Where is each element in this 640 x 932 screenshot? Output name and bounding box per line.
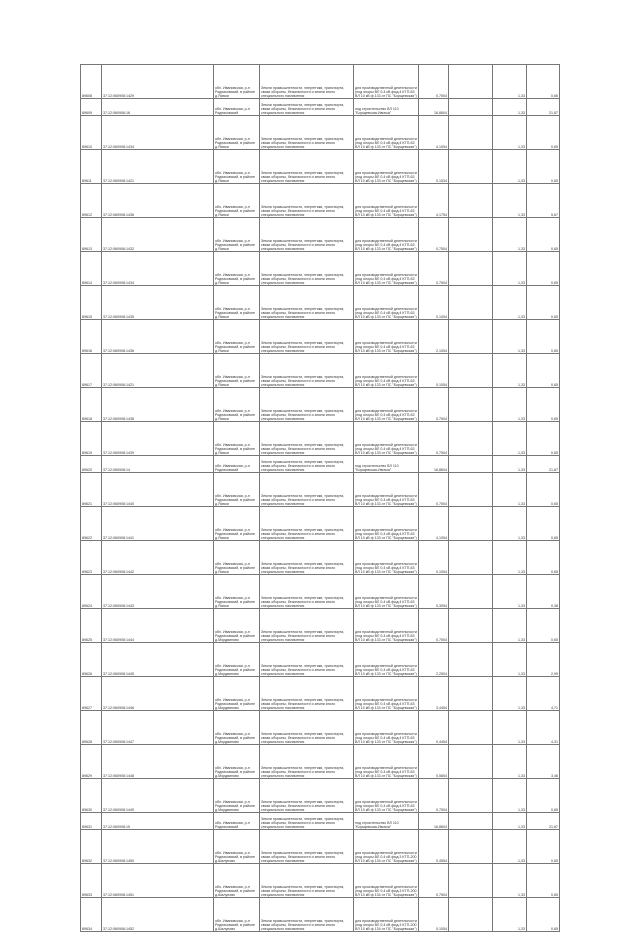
cadastral-number-cell: 37:12:060908:1421	[102, 150, 214, 184]
table-row	[81, 99, 560, 116]
land-category-cell: Земли промышленности, энергетики, транспорта, связи обороны, безопасности и земли иного специального назначения	[260, 320, 354, 354]
rate-cell: 1,33	[493, 677, 527, 711]
area-cell: 0,4554	[419, 830, 449, 864]
address-cell: обл. Ивановская, р-н Родниковский, в районе д.Шалуново	[214, 898, 260, 932]
rate-cell: 1,33	[493, 150, 527, 184]
cadastral-number-cell: 37:12:060908:1435	[102, 286, 214, 320]
address-cell: обл. Ивановская, р-н Родниковский, в районе д.Ясюки	[214, 65, 260, 99]
rate-cell: 1,33	[493, 830, 527, 864]
empty-cell	[449, 864, 493, 898]
cadastral-number-cell: 37:12:060908:1449	[102, 779, 214, 813]
land-category-cell: Земли промышленности, энергетики, транспорта, связи обороны, безопасности и земли иного специального назначения	[260, 677, 354, 711]
area-cell: 0,7504	[419, 218, 449, 252]
permitted-use-cell: для производственной деятельности (под опоры ВЛ 0,4 кВ фид.4 КТП-63 ВЛ 10 кВ ф 133 от ПС "Борщевская")	[354, 609, 419, 643]
address-cell: обл. Ивановская, р-н Родниковский, в районе д.Ясюки	[214, 388, 260, 422]
rate-cell: 1,33	[493, 575, 527, 609]
rate-cell: 1,33	[493, 473, 527, 507]
land-category-cell: Земли промышленности, энергетики, транспорта, связи обороны, безопасности и земли иного специального назначения	[260, 745, 354, 779]
area-cell: 4,1754	[419, 184, 449, 218]
cadastral-number-cell: 37:12:060908:1451	[102, 864, 214, 898]
address-cell: обл. Ивановская, р-н Родниковский, в районе д.Мордвиново	[214, 643, 260, 677]
cost-cell: 0,65	[527, 541, 560, 575]
table-row	[81, 541, 560, 575]
cost-cell: 21,87	[527, 99, 560, 116]
cadastral-number-cell: 37:12:060908:1443	[102, 575, 214, 609]
row-id-cell: 89609	[81, 99, 102, 116]
cost-cell: 21,87	[527, 813, 560, 830]
row-id-cell: 89630	[81, 779, 102, 813]
rate-cell: 1,33	[493, 218, 527, 252]
area-cell: 16,8604	[419, 813, 449, 830]
rate-cell: 1,33	[493, 609, 527, 643]
rate-cell: 1,33	[493, 354, 527, 388]
rate-cell: 1,33	[493, 745, 527, 779]
address-cell: обл. Ивановская, р-н Родниковский, в районе д.Мордвиново	[214, 711, 260, 745]
land-category-cell: Земли промышленности, энергетики, транспорта, связи обороны, безопасности и земли иного специального назначения	[260, 184, 354, 218]
address-cell: обл. Ивановская, р-н Родниковский	[214, 456, 260, 473]
rate-cell: 1,33	[493, 456, 527, 473]
row-id-cell: 89608	[81, 65, 102, 99]
row-id-cell: 89621	[81, 473, 102, 507]
cost-cell: 0,65	[527, 779, 560, 813]
address-cell: обл. Ивановская, р-н Родниковский	[214, 813, 260, 830]
row-id-cell: 89615	[81, 286, 102, 320]
address-cell: обл. Ивановская, р-н Родниковский, в районе д.Ясюки	[214, 473, 260, 507]
area-cell: 0,7504	[419, 609, 449, 643]
table-row	[81, 65, 560, 99]
permitted-use-cell: для производственной деятельности (под опоры ВЛ 0,4 кВ фид.3 КТП-200 ВЛ 10 кВ ф 134 от ПС "Борщевская")	[354, 864, 419, 898]
address-cell: обл. Ивановская, р-н Родниковский, в районе д.Ясюки	[214, 320, 260, 354]
cadastral-number-cell: 37:12:060908:1448	[102, 745, 214, 779]
empty-cell	[449, 711, 493, 745]
area-cell: 0,7504	[419, 864, 449, 898]
empty-cell	[449, 150, 493, 184]
empty-cell	[449, 422, 493, 456]
land-category-cell: Земли промышленности, энергетики, транспорта, связи обороны, безопасности и земли иного специального назначения	[260, 422, 354, 456]
permitted-use-cell: для производственной деятельности (под опоры ВЛ 0,4 кВ фид.4 КТП-63 ВЛ 10 кВ ф 133 от ПС "Борщевская")	[354, 218, 419, 252]
table-row	[81, 575, 560, 609]
cadastral-number-cell: 37:12:060908:1439	[102, 422, 214, 456]
address-cell: обл. Ивановская, р-н Родниковский, в районе д.Мордвиново	[214, 677, 260, 711]
cost-cell: 3,46	[527, 745, 560, 779]
rate-cell: 1,33	[493, 286, 527, 320]
cost-cell: 0,65	[527, 218, 560, 252]
row-id-cell: 89612	[81, 184, 102, 218]
cadastral-number-cell: 37:12:060908:1438	[102, 184, 214, 218]
rate-cell: 1,33	[493, 116, 527, 150]
cadastral-number-cell: 37:12:060908:1445	[102, 643, 214, 677]
table-row	[81, 184, 560, 218]
table-row	[81, 252, 560, 286]
area-cell: 0,1054	[419, 898, 449, 932]
empty-cell	[449, 388, 493, 422]
address-cell: обл. Ивановская, р-н Родниковский, в районе д.Ясюки	[214, 218, 260, 252]
row-id-cell: 89626	[81, 643, 102, 677]
area-cell: 3,4454	[419, 677, 449, 711]
cadastral-number-cell: 37:12:060908:1432	[102, 218, 214, 252]
row-id-cell: 89623	[81, 541, 102, 575]
table-row	[81, 643, 560, 677]
area-cell: 0,4454	[419, 711, 449, 745]
table-row	[81, 507, 560, 541]
address-cell: обл. Ивановская, р-н Родниковский, в районе д.Ясюки	[214, 354, 260, 388]
row-id-cell: 89620	[81, 456, 102, 473]
table-row	[81, 830, 560, 864]
permitted-use-cell: для производственной деятельности (под опоры ВЛ 0,4 кВ фид.4 КТП-63 ВЛ 10 кВ ф 133 от ПС "Борщевская")	[354, 541, 419, 575]
cost-cell: 0,65	[527, 150, 560, 184]
permitted-use-cell: для производственной деятельности (под опоры ВЛ 0,4 кВ фид.4 КТП-63 ВЛ 10 кВ ф 133 от ПС "Борщевская")	[354, 286, 419, 320]
land-category-cell: Земли промышленности, энергетики, транспорта, связи обороны, безопасности и земли иного специального назначения	[260, 864, 354, 898]
row-id-cell: 89617	[81, 354, 102, 388]
cadastral-number-cell: 37:12:060908:1441	[102, 507, 214, 541]
area-cell: 2,1054	[419, 320, 449, 354]
area-cell: 16,8604	[419, 456, 449, 473]
area-cell: 0,7504	[419, 388, 449, 422]
area-cell: 4,1054	[419, 116, 449, 150]
empty-cell	[449, 507, 493, 541]
land-category-cell: Земли промышленности, энергетики, транспорта, связи обороны, безопасности и земли иного специального назначения	[260, 456, 354, 473]
table-row	[81, 116, 560, 150]
permitted-use-cell: для производственной деятельности (под опоры ВЛ 0,4 кВ фид.4 КТП-63 ВЛ 10 кВ ф 133 от ПС "Борщевская")	[354, 65, 419, 99]
rate-cell: 1,33	[493, 507, 527, 541]
table-row	[81, 677, 560, 711]
cost-cell: 0,65	[527, 354, 560, 388]
cadastral-number-cell: 37:12:060908:1444	[102, 609, 214, 643]
rate-cell: 1,33	[493, 864, 527, 898]
empty-cell	[449, 184, 493, 218]
cost-cell: 5,67	[527, 184, 560, 218]
rate-cell: 1,33	[493, 711, 527, 745]
empty-cell	[449, 609, 493, 643]
cadastral-number-cell: 37:12:060908:1452	[102, 898, 214, 932]
address-cell: обл. Ивановская, р-н Родниковский, в районе д.Мордвиново	[214, 745, 260, 779]
rate-cell: 1,33	[493, 65, 527, 99]
empty-cell	[449, 218, 493, 252]
area-cell: 4,1054	[419, 507, 449, 541]
row-id-cell: 89625	[81, 609, 102, 643]
address-cell: обл. Ивановская, р-н Родниковский, в районе д.Ясюки	[214, 286, 260, 320]
permitted-use-cell: для производственной деятельности (под опоры ВЛ 0,4 кВ фид.4 КТП-63 ВЛ 10 кВ ф 133 от ПС "Борщевская")	[354, 473, 419, 507]
area-cell: 0,3054	[419, 575, 449, 609]
table-row	[81, 320, 560, 354]
cadastral-number-cell: 37:12:060908:1440	[102, 473, 214, 507]
rate-cell: 1,33	[493, 422, 527, 456]
permitted-use-cell: для производственной деятельности (под опоры ВЛ 0,4 кВ фид.3 КТП-200 ВЛ 10 кВ ф 134 от ПС "Борщевская")	[354, 898, 419, 932]
permitted-use-cell: для производственной деятельности (под опоры ВЛ 0,4 кВ фид.4 КТП-63 ВЛ 10 кВ ф 133 от ПС "Борщевская")	[354, 388, 419, 422]
permitted-use-cell: для производственной деятельности (под опоры ВЛ 0,4 кВ фид.4 КТП-63 ВЛ 10 кВ ф 133 от ПС "Борщевская")	[354, 575, 419, 609]
area-cell: 0,7504	[419, 252, 449, 286]
land-category-cell: Земли промышленности, энергетики, транспорта, связи обороны, безопасности и земли иного специального назначения	[260, 65, 354, 99]
table-row	[81, 898, 560, 932]
table-row	[81, 422, 560, 456]
cadastral-number-cell: 37:12:060908:16	[102, 99, 214, 116]
permitted-use-cell: для производственной деятельности (под опоры ВЛ 0,4 кВ фид.4 КТП-63 ВЛ 10 кВ ф 133 от ПС "Борщевская")	[354, 643, 419, 677]
table-row	[81, 745, 560, 779]
empty-cell	[449, 65, 493, 99]
area-cell: 0,7504	[419, 65, 449, 99]
rate-cell: 1,33	[493, 184, 527, 218]
permitted-use-cell: для производственной деятельности (под опоры ВЛ 0,4 кВ фид.3 КТП-200 ВЛ 10 кВ ф 134 от ПС "Борщевская")	[354, 830, 419, 864]
permitted-use-cell: под строительство ВЛ 110 "Борщевская-Ивочка"	[354, 99, 419, 116]
address-cell: обл. Ивановская, р-н Родниковский, в районе д.Ясюки	[214, 575, 260, 609]
empty-cell	[449, 745, 493, 779]
land-category-cell: Земли промышленности, энергетики, транспорта, связи обороны, безопасности и земли иного специального назначения	[260, 388, 354, 422]
area-cell: 0,7504	[419, 422, 449, 456]
land-category-cell: Земли промышленности, энергетики, транспорта, связи обороны, безопасности и земли иного специального назначения	[260, 609, 354, 643]
empty-cell	[449, 677, 493, 711]
empty-cell	[449, 643, 493, 677]
table-row	[81, 150, 560, 184]
land-category-cell: Земли промышленности, энергетики, транспорта, связи обороны, безопасности и земли иного специального назначения	[260, 218, 354, 252]
table-row	[81, 473, 560, 507]
row-id-cell: 89619	[81, 422, 102, 456]
rate-cell: 1,33	[493, 320, 527, 354]
permitted-use-cell: для производственной деятельности (под опоры ВЛ 0,4 кВ фид.4 КТП-63 ВЛ 10 кВ ф 133 от ПС "Борщевская")	[354, 779, 419, 813]
area-cell: 0,1054	[419, 354, 449, 388]
address-cell: обл. Ивановская, р-н Родниковский, в районе д.Ясюки	[214, 422, 260, 456]
address-cell: обл. Ивановская, р-н Родниковский, в районе д.Шалуново	[214, 830, 260, 864]
table-row	[81, 779, 560, 813]
cadastral-number-cell: 37:12:060908:1438	[102, 388, 214, 422]
row-id-cell: 89631	[81, 813, 102, 830]
permitted-use-cell: для производственной деятельности (под опоры ВЛ 0,4 кВ фид.4 КТП-63 ВЛ 10 кВ ф 133 от ПС "Борщевская")	[354, 150, 419, 184]
row-id-cell: 89634	[81, 898, 102, 932]
table-row	[81, 388, 560, 422]
permitted-use-cell: для производственной деятельности (под опоры ВЛ 0,4 кВ фид.4 КТП-63 ВЛ 10 кВ ф 133 от ПС "Борщевская")	[354, 677, 419, 711]
area-cell: 0,7504	[419, 473, 449, 507]
permitted-use-cell: для производственной деятельности (под опоры ВЛ 0,4 кВ фид.4 КТП-63 ВЛ 10 кВ ф 133 от ПС "Борщевская")	[354, 354, 419, 388]
address-cell: обл. Ивановская, р-н Родниковский, в районе д.Шалуново	[214, 864, 260, 898]
row-id-cell: 89618	[81, 388, 102, 422]
row-id-cell: 89632	[81, 830, 102, 864]
row-id-cell: 89628	[81, 711, 102, 745]
land-category-cell: Земли промышленности, энергетики, транспорта, связи обороны, безопасности и земли иного специального назначения	[260, 575, 354, 609]
table-row	[81, 609, 560, 643]
rate-cell: 1,33	[493, 541, 527, 575]
land-category-cell: Земли промышленности, энергетики, транспорта, связи обороны, безопасности и земли иного специального назначения	[260, 507, 354, 541]
cost-cell: 0,38	[527, 575, 560, 609]
cadastral-number-cell: 37:12:060908:1421	[102, 354, 214, 388]
cadastral-number-cell: 37:12:060908:1450	[102, 830, 214, 864]
table-row	[81, 456, 560, 473]
table-row	[81, 218, 560, 252]
cost-cell: 2,99	[527, 643, 560, 677]
land-category-cell: Земли промышленности, энергетики, транспорта, связи обороны, безопасности и земли иного специального назначения	[260, 473, 354, 507]
rate-cell: 1,33	[493, 388, 527, 422]
empty-cell	[449, 575, 493, 609]
permitted-use-cell: для производственной деятельности (под опоры ВЛ 0,4 кВ фид.4 КТП-63 ВЛ 10 кВ ф 133 от ПС "Борщевская")	[354, 711, 419, 745]
table-row	[81, 813, 560, 830]
land-category-cell: Земли промышленности, энергетики, транспорта, связи обороны, безопасности и земли иного специального назначения	[260, 898, 354, 932]
empty-cell	[449, 286, 493, 320]
row-id-cell: 89633	[81, 864, 102, 898]
land-category-cell: Земли промышленности, энергетики, транспорта, связи обороны, безопасности и земли иного специального назначения	[260, 150, 354, 184]
empty-cell	[449, 116, 493, 150]
row-id-cell: 89624	[81, 575, 102, 609]
address-cell: обл. Ивановская, р-н Родниковский, в районе д.Ясюки	[214, 507, 260, 541]
permitted-use-cell: для производственной деятельности (под опоры ВЛ 0,4 кВ фид.4 КТП-63 ВЛ 10 кВ ф 133 от ПС "Борщевская")	[354, 116, 419, 150]
row-id-cell: 89611	[81, 150, 102, 184]
area-cell: 0,1534	[419, 150, 449, 184]
cost-cell: 0,65	[527, 320, 560, 354]
area-cell: 2,2504	[419, 643, 449, 677]
cost-cell: 0,65	[527, 116, 560, 150]
cadastral-number-cell: 37:12:060908:1447	[102, 711, 214, 745]
rate-cell: 1,33	[493, 99, 527, 116]
empty-cell	[449, 779, 493, 813]
cadastral-number-cell: 37:12:060908:1434	[102, 116, 214, 150]
row-id-cell: 89622	[81, 507, 102, 541]
cost-cell: 0,65	[527, 864, 560, 898]
empty-cell	[449, 473, 493, 507]
permitted-use-cell: под строительство ВЛ 110 "Борщевская-Ивочка"	[354, 813, 419, 830]
cadastral-number-cell: 37:12:060908:1436	[102, 320, 214, 354]
cost-cell: 0,65	[527, 473, 560, 507]
cadastral-number-cell: 37:12:060908:1434	[102, 252, 214, 286]
address-cell: обл. Ивановская, р-н Родниковский, в районе д.Ясюки	[214, 116, 260, 150]
area-cell: 0,7504	[419, 779, 449, 813]
land-category-cell: Земли промышленности, энергетики, транспорта, связи обороны, безопасности и земли иного специального назначения	[260, 643, 354, 677]
cost-cell: 0,66	[527, 65, 560, 99]
empty-cell	[449, 541, 493, 575]
cost-cell: 0,65	[527, 830, 560, 864]
cost-cell: 0,65	[527, 507, 560, 541]
rate-cell: 1,33	[493, 779, 527, 813]
land-category-cell: Земли промышленности, энергетики, транспорта, связи обороны, безопасности и земли иного специального назначения	[260, 116, 354, 150]
row-id-cell: 89627	[81, 677, 102, 711]
row-id-cell: 89613	[81, 218, 102, 252]
land-category-cell: Земли промышленности, энергетики, транспорта, связи обороны, безопасности и земли иного специального назначения	[260, 286, 354, 320]
cost-cell: 4,31	[527, 711, 560, 745]
table-row	[81, 354, 560, 388]
permitted-use-cell: для производственной деятельности (под опоры ВЛ 0,4 кВ фид.4 КТП-63 ВЛ 10 кВ ф 133 от ПС "Борщевская")	[354, 422, 419, 456]
land-category-cell: Земли промышленности, энергетики, транспорта, связи обороны, безопасности и земли иного специального назначения	[260, 541, 354, 575]
row-id-cell: 89610	[81, 116, 102, 150]
address-cell: обл. Ивановская, р-н Родниковский, в районе д.Мордвиново	[214, 779, 260, 813]
row-id-cell: 89616	[81, 320, 102, 354]
land-category-cell: Земли промышленности, энергетики, транспорта, связи обороны, безопасности и земли иного специального назначения	[260, 779, 354, 813]
permitted-use-cell: для производственной деятельности (под опоры ВЛ 0,4 кВ фид.4 КТП-63 ВЛ 10 кВ ф 133 от ПС "Борщевская")	[354, 745, 419, 779]
cadastral-number-cell: 37:12:060908:1442	[102, 541, 214, 575]
table-body	[81, 65, 560, 932]
cadastral-number-cell: 37:12:060908:1429	[102, 65, 214, 99]
permitted-use-cell: для производственной деятельности (под опоры ВЛ 0,4 кВ фид.4 КТП-63 ВЛ 10 кВ ф 133 от ПС "Борщевская")	[354, 184, 419, 218]
empty-cell	[449, 354, 493, 388]
land-plot-table	[80, 64, 560, 932]
address-cell: обл. Ивановская, р-н Родниковский, в районе д.Мордвиново	[214, 609, 260, 643]
rate-cell: 1,33	[493, 898, 527, 932]
cost-cell: 4,71	[527, 677, 560, 711]
address-cell: обл. Ивановская, р-н Родниковский, в районе д.Ясюки	[214, 541, 260, 575]
cost-cell: 0,65	[527, 609, 560, 643]
permitted-use-cell: для производственной деятельности (под опоры ВЛ 0,4 кВ фид.4 КТП-63 ВЛ 10 кВ ф 133 от ПС "Борщевская")	[354, 320, 419, 354]
rate-cell: 1,33	[493, 643, 527, 677]
empty-cell	[449, 252, 493, 286]
area-cell: 0,5854	[419, 745, 449, 779]
cost-cell: 0,65	[527, 252, 560, 286]
empty-cell	[449, 99, 493, 116]
cost-cell: 0,65	[527, 388, 560, 422]
cost-cell: 0,65	[527, 286, 560, 320]
table-row	[81, 864, 560, 898]
land-category-cell: Земли промышленности, энергетики, транспорта, связи обороны, безопасности и земли иного специального назначения	[260, 354, 354, 388]
address-cell: обл. Ивановская, р-н Родниковский, в районе д.Ясюки	[214, 252, 260, 286]
land-category-cell: Земли промышленности, энергетики, транспорта, связи обороны, безопасности и земли иного специального назначения	[260, 813, 354, 830]
empty-cell	[449, 813, 493, 830]
table-row	[81, 711, 560, 745]
area-cell: 16,8604	[419, 99, 449, 116]
area-cell: 0,1054	[419, 286, 449, 320]
cadastral-number-cell: 37:12:060908:1446	[102, 677, 214, 711]
empty-cell	[449, 320, 493, 354]
cadastral-number-cell: 37:12:060908:15	[102, 813, 214, 830]
land-category-cell: Земли промышленности, энергетики, транспорта, связи обороны, безопасности и земли иного специального назначения	[260, 711, 354, 745]
permitted-use-cell: для производственной деятельности (под опоры ВЛ 0,4 кВ фид.4 КТП-63 ВЛ 10 кВ ф 133 от ПС "Борщевская")	[354, 252, 419, 286]
table-row	[81, 286, 560, 320]
land-category-cell: Земли промышленности, энергетики, транспорта, связи обороны, безопасности и земли иного специального назначения	[260, 99, 354, 116]
area-cell: 0,1054	[419, 541, 449, 575]
cost-cell: 0,65	[527, 422, 560, 456]
empty-cell	[449, 456, 493, 473]
rate-cell: 1,33	[493, 252, 527, 286]
cadastral-number-cell: 37:12:060908:14	[102, 456, 214, 473]
permitted-use-cell: для производственной деятельности (под опоры ВЛ 0,4 кВ фид.4 КТП-63 ВЛ 10 кВ ф 133 от ПС "Борщевская")	[354, 507, 419, 541]
address-cell: обл. Ивановская, р-н Родниковский, в районе д.Ясюки	[214, 150, 260, 184]
cost-cell: 0,65	[527, 898, 560, 932]
row-id-cell: 89629	[81, 745, 102, 779]
address-cell: обл. Ивановская, р-н Родниковский	[214, 99, 260, 116]
land-category-cell: Земли промышленности, энергетики, транспорта, связи обороны, безопасности и земли иного специального назначения	[260, 830, 354, 864]
permitted-use-cell: под строительство ВЛ 110 "Борщевская-Ивочка"	[354, 456, 419, 473]
row-id-cell: 89614	[81, 252, 102, 286]
empty-cell	[449, 830, 493, 864]
empty-cell	[449, 898, 493, 932]
address-cell: обл. Ивановская, р-н Родниковский, в районе д.Ясюки	[214, 184, 260, 218]
cost-cell: 21,87	[527, 456, 560, 473]
rate-cell: 1,33	[493, 813, 527, 830]
land-category-cell: Земли промышленности, энергетики, транспорта, связи обороны, безопасности и земли иного специального назначения	[260, 252, 354, 286]
